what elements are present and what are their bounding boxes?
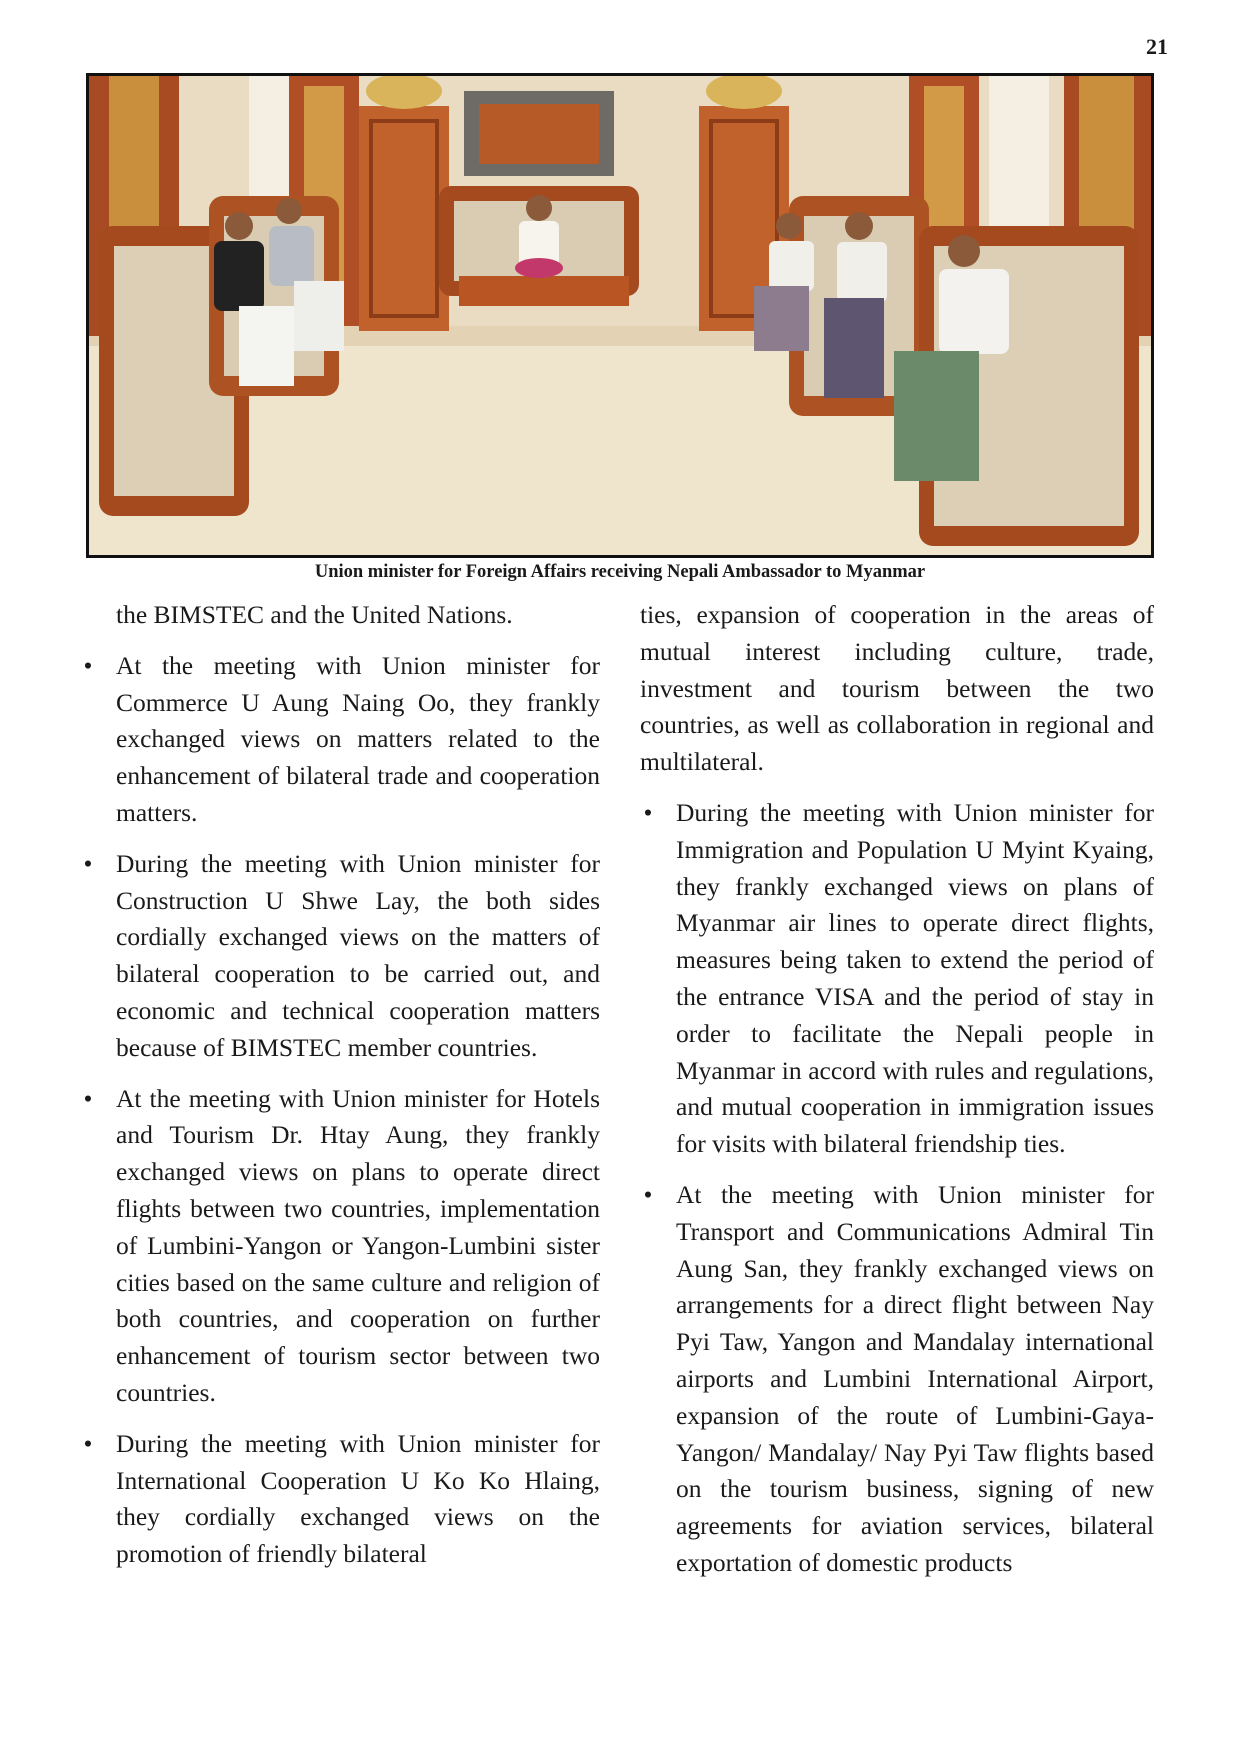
right-column bbox=[640, 597, 1154, 1596]
list-item-text: At the meeting with Union minister for Hotels and Tourism Dr. Htay Aung, they frankly exchanged views on plans to operate direct flights between two countries, implementation of Lumbini-Yangon or Yangon-Lumbini sister cities based on the same culture and religion of both countries, and cooperation on further enhancement of tourism sector between two countries. bbox=[116, 1083, 600, 1407]
bullet-icon: • bbox=[83, 650, 93, 680]
list-item bbox=[80, 846, 600, 1067]
list-item bbox=[640, 795, 1154, 1163]
bullet-icon: • bbox=[83, 1083, 93, 1113]
list-item-text: During the meeting with Union minister for International Cooperation U Ko Ko Hlaing, they cordially exchanged views on the promotion of friendly bilateral bbox=[116, 1428, 600, 1569]
page-number: 21 bbox=[1146, 34, 1168, 59]
list-item-text: During the meeting with Union minister for Construction U Shwe Lay, the both sides cordially exchanged views on the matters of bilateral cooperation to be carried out, and economic and technical cooperation matters because of BIMSTEC member countries. bbox=[116, 848, 600, 1062]
list-item-text: At the meeting with Union minister for Transport and Communications Admiral Tin Aung San, they frankly exchanged views on arrangements for a direct flight between Nay Pyi Taw, Yangon and Mandalay international airports and Lumbini International Airport, expansion of the route of Lumbini-Gaya-Yangon/ Mandalay/ Nay Pyi Taw flights based on the tourism business, signing of new agreements for aviation services, bilateral exportation of domestic products bbox=[676, 1179, 1154, 1577]
continuation-paragraph: the BIMSTEC and the United Nations. bbox=[116, 600, 513, 629]
list-item bbox=[80, 1081, 600, 1412]
bullet-icon: • bbox=[643, 797, 653, 827]
meeting-photo-illustration bbox=[89, 76, 1151, 555]
list-item bbox=[640, 1177, 1154, 1582]
continuation-paragraph: ties, expansion of cooperation in the areas of mutual interest including culture, trade, investment and tourism between the two countries, as well as collaboration in regional and multilateral. bbox=[640, 600, 1154, 777]
bullet-icon: • bbox=[83, 848, 93, 878]
meeting-photo bbox=[86, 73, 1154, 558]
photo-caption: Union minister for Foreign Affairs receiving Nepali Ambassador to Myanmar bbox=[314, 562, 926, 582]
list-item-text: During the meeting with Union minister for Immigration and Population U Myint Kyaing, they frankly exchanged views on plans of Myanmar air lines to operate direct flights, measures being taken to extend the period of the entrance VISA and the period of stay in order to facilitate the Nepali people in Myanmar in accord with rules and regulations, and mutual cooperation in immigration issues for visits with bilateral friendship ties. bbox=[676, 797, 1154, 1159]
list-item bbox=[80, 648, 600, 832]
list-item bbox=[80, 1426, 600, 1573]
left-column bbox=[80, 597, 600, 1587]
bullet-icon: • bbox=[643, 1179, 653, 1209]
bullet-icon: • bbox=[83, 1428, 93, 1458]
list-item-text: At the meeting with Union minister for Commerce U Aung Naing Oo, they frankly exchanged views on matters related to the enhancement of bilateral trade and cooperation matters. bbox=[116, 650, 600, 827]
